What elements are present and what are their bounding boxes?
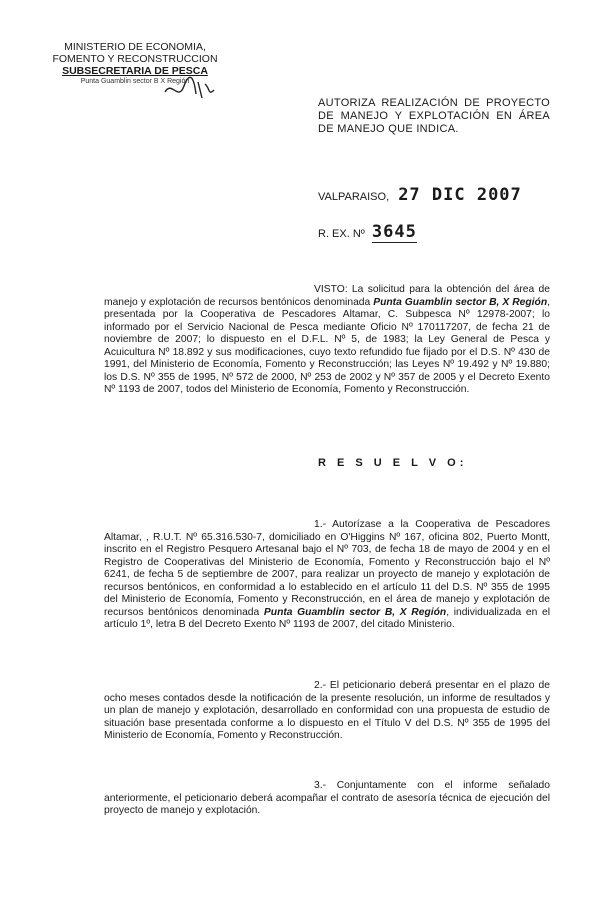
article-1-text-1: Altamar, , R.U.T. Nº 65.316.530-7, domiciliado en O'Higgins Nº 167, oficina 802, Puerto Montt, inscrito en el Registro Pesquero Artesanal bajo el Nº 703, de fecha 18 de mayo de 2004 y en el Registro de Cooperativas del Ministerio de Economía, Fomento y Reconstrucción bajo el Nº 6241, de fecha 5 de septiembre de 2007, para realizar un proyecto de manejo y explotación de recursos bentónicos, en conformidad a lo establecido en el artículo 11 del D.S. Nº 355 de 1995 del Ministerio de Economía, Fomento y Reconstrucción, en el área de manejo y explotación de recursos bentónicos denominada <box>104 531 550 618</box>
resolution-number <box>318 222 417 243</box>
visto-text-1: La solicitud para la obtención del área de manejo y explotación de recursos bentónicos denominada <box>104 284 550 308</box>
date-line <box>318 185 522 205</box>
resolution-stamp: 3645 <box>371 222 417 242</box>
article-1-lead: 1.- Autorízase a la Cooperativa de Pescadores <box>314 519 550 530</box>
header-line-3: SUBSECRETARIA DE PESCA <box>62 65 208 77</box>
header-line-2: FOMENTO Y RECONSTRUCCION <box>52 53 218 65</box>
visto-paragraph <box>104 284 550 397</box>
resolution-label: R. EX. Nº <box>318 228 365 240</box>
header-line-1: MINISTERIO DE ECONOMIA, <box>64 41 206 53</box>
article-3-lead: 3.- Conjuntamente con el informe señalado <box>314 780 550 791</box>
article-1-area-name: Punta Guamblin sector B, X Región <box>263 606 447 618</box>
date-label: VALPARAISO, <box>318 191 390 203</box>
resuelvo-heading: R E S U E L V O: <box>318 457 468 469</box>
visto-area-name: Punta Guamblin sector B, X Región <box>373 296 548 308</box>
article-3 <box>104 780 550 818</box>
date-stamp: 27 DIC 2007 <box>398 185 522 205</box>
article-2-lead: 2.- El peticionario deberá presentar en el plazo <box>314 680 535 691</box>
signature-mark <box>160 72 220 106</box>
article-1-text-2: , individualizada en el artículo 1º, letra B del Decreto Exento Nº 1193 de 2007, del citado Ministerio. <box>104 606 550 630</box>
article-3-text: anteriormente, el peticionario deberá acompañar el contrato de asesoría técnica de ejecución del proyecto de manejo y explotación. <box>104 792 550 816</box>
article-2 <box>104 680 550 743</box>
visto-lead: VISTO: <box>314 284 348 295</box>
header-line-4: Punta Guamblin sector B X Región <box>80 78 190 85</box>
visto-text-2: , presentada por la Cooperativa de Pescadores Altamar, C. Subpesca Nº 12978-2007; lo informado por el Servicio Nacional de Pesca mediante Oficio Nº 170117207, de fecha 21 de noviembre de 2007; lo dispuesto en el D.F.L. Nº 5, de 1983; la Ley General de Pesca y Acuicultura Nº 18.892 y sus modificaciones, cuyo texto refundido fue fijado por el D.S. Nº 430 de 1991, del Ministerio de Economía, Fomento y Reconstrucción; las Leyes Nº 19.492 y Nº 19.880; los D.S. Nº 355 de 1995, Nº 572 de 2000, Nº 253 de 2002 y Nº 357 de 2005 y el Decreto Exento Nº 1193 de 2007, todos del Ministerio de Economía, Fomento y Reconstrucción. <box>104 296 550 395</box>
article-1 <box>104 519 550 632</box>
document-title: AUTORIZA REALIZACIÓN DE PROYECTO DE MANEJO Y EXPLOTACIÓN EN ÁREA DE MANEJO QUE INDICA. <box>318 97 550 135</box>
article-2-text: de ocho meses contados desde la notificación de la presente resolución, un informe de resultados y un plan de manejo y explotación, desarrollado en conformidad con una propuesta de estudio de situación base presentada conforme a lo dispuesto en el Título V del D.S. Nº 355 de 1995 del Ministerio de Economía, Fomento y Reconstrucción. <box>104 680 550 741</box>
